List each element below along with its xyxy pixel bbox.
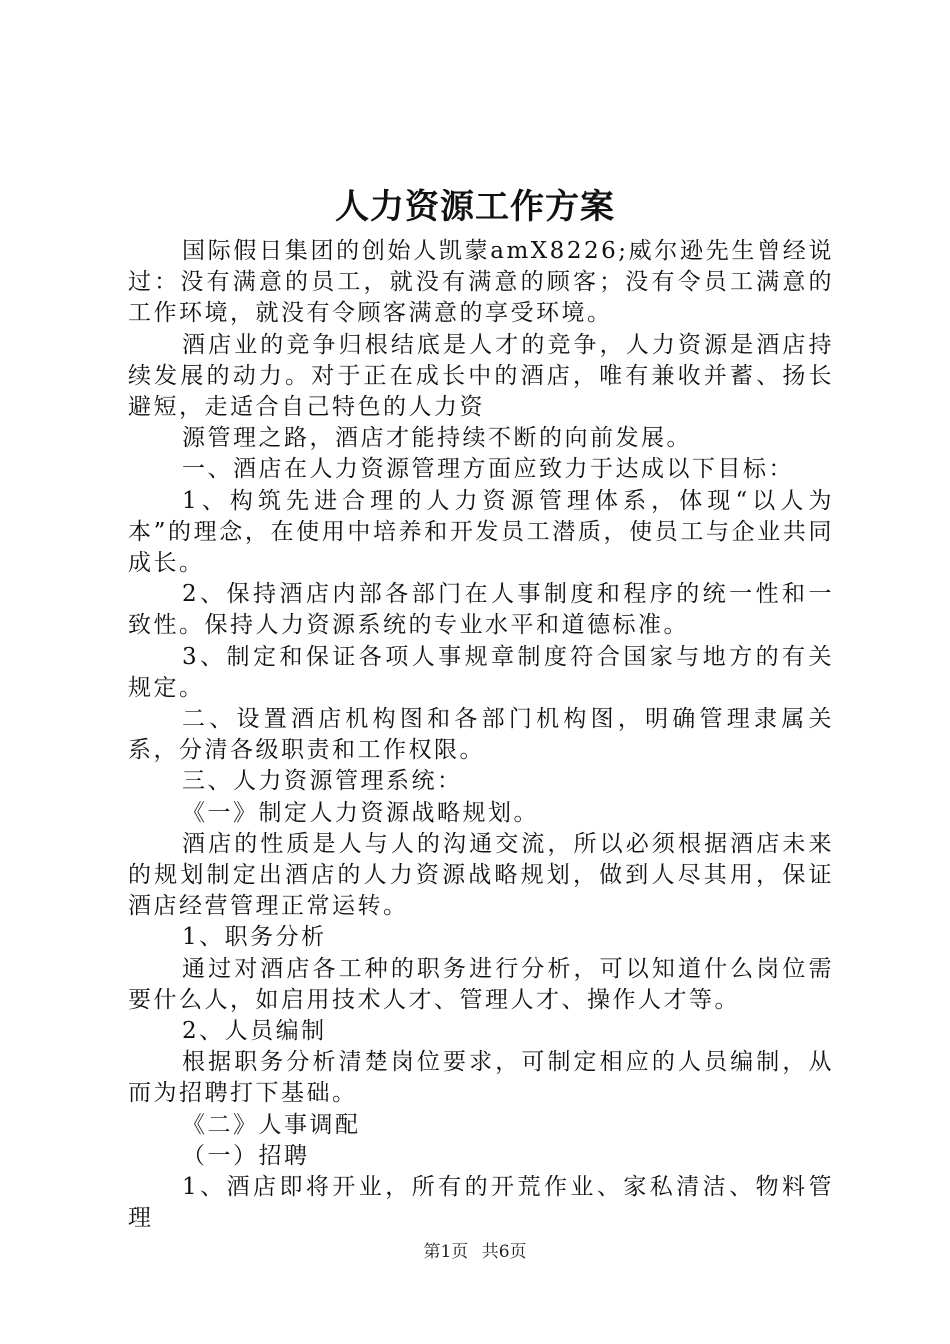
body-paragraph: 酒店的性质是人与人的沟通交流，所以必须根据酒店未来的规划制定出酒店的人力资源战略规划，做到人尽其用，保证酒店经营管理正常运转。 — [128, 830, 834, 920]
page-number: 第1页 — [423, 1242, 469, 1262]
body-paragraph: 通过对酒店各工种的职务进行分析，可以知道什么岗位需要什么人，如启用技术人才、管理人才、操作人才等。 — [128, 955, 834, 1013]
body-paragraph: 根据职务分析清楚岗位要求，可制定相应的人员编制，从而为招聘打下基础。 — [128, 1049, 834, 1107]
list-item: 2、保持酒店内部各部门在人事制度和程序的统一性和一致性。保持人力资源系统的专业水平和道德标准。 — [128, 581, 834, 639]
subsection-heading: 《一》制定人力资源战略规划。 — [182, 799, 539, 826]
subsection-heading: 《二》人事调配 — [182, 1111, 361, 1138]
subsection-heading: 2、人员编制 — [182, 1018, 327, 1045]
subsection-heading: 1、职务分析 — [182, 924, 327, 951]
body-paragraph: 酒店业的竞争归根结底是人才的竞争，人力资源是酒店持续发展的动力。对于正在成长中的酒店，唯有兼收并蓄、扬长避短，走适合自己特色的人力资 — [128, 331, 834, 421]
document-title: 人力资源工作方案 — [335, 187, 615, 227]
section-heading: 三、人力资源管理系统： — [182, 768, 463, 795]
body-paragraph: 国际假日集团的创始人凯蒙amX8226;威尔逊先生曾经说过：没有满意的员工，就没有满意的顾客；没有令员工满意的工作环境，就没有令顾客满意的享受环境。 — [128, 238, 834, 327]
document-body — [128, 236, 834, 1235]
body-paragraph: 1、酒店即将开业，所有的开荒作业、家私清洁、物料管理 — [128, 1174, 834, 1232]
page-total: 共6页 — [481, 1242, 527, 1262]
section-heading: 一、酒店在人力资源管理方面应致力于达成以下目标： — [182, 456, 794, 483]
body-paragraph: 源管理之路，酒店才能持续不断的向前发展。 — [182, 425, 692, 452]
list-item: 3、制定和保证各项人事规章制度符合国家与地方的有关规定。 — [128, 643, 834, 701]
list-item: 1、构筑先进合理的人力资源管理体系，体现“以人为本”的理念，在使用中培养和开发员工潜质，使员工与企业共同成长。 — [128, 487, 834, 577]
subsection-heading: （一）招聘 — [182, 1142, 310, 1169]
page-footer — [0, 1240, 950, 1264]
section-heading: 二、设置酒店机构图和各部门机构图，明确管理隶属关系，分清各级职责和工作权限。 — [128, 706, 834, 764]
